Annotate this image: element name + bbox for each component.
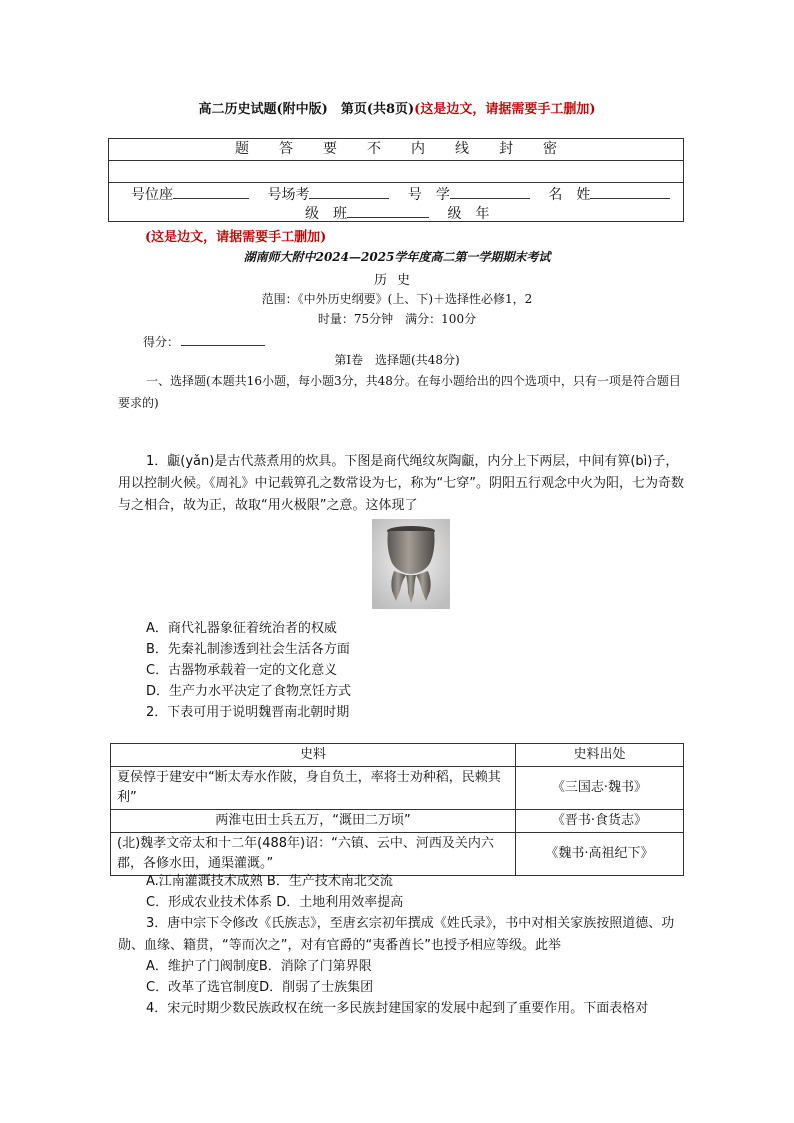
table-row [111,833,684,876]
q1-option-d[interactable]: D．生产力水平决定了食物烹饪方式 [146,684,352,699]
exam-title: 湖南师大附中2024—2025学年度高二第一学期期末考试 [243,250,551,264]
seat-number-label: 号位座 [131,187,173,203]
student-id-field[interactable] [450,184,530,199]
subject-title: 历史 [373,273,420,288]
q2-options-cd[interactable]: C．形成农业技术体系 D．土地利用效率提高 [146,895,404,910]
q1-option-b[interactable]: B．先秦礼制渗透到社会生活各方面 [146,642,350,657]
seal-char: 答 [279,141,293,157]
q3-options-ab[interactable]: A．维护了门阀制度B．消除了门第界限 [146,959,372,974]
score-label: 得分： [143,335,180,349]
table-row [111,810,684,833]
seal-char: 要 [323,141,337,157]
exam-room-field[interactable] [309,184,389,199]
header-note: (这是边文，请据需要手工删加) [414,102,596,117]
grade-label: 级 年 [447,206,490,222]
exam-room-label: 号场考 [267,187,310,203]
seal-blank-row [109,160,683,183]
seal-char: 密 [543,141,557,157]
seal-line-chars [109,139,683,161]
seal-line-box [108,138,684,222]
q1-option-a[interactable]: A．商代礼器象征着统治者的权威 [146,621,337,636]
part-title: 第Ⅰ卷 选择题(共48分) [334,353,460,367]
exam-range: 范围：《中外历史纲要》(上、下)＋选择性必修1，2 [261,292,533,306]
table-header-origin: 史料出处 [516,744,684,767]
name-field[interactable] [590,184,670,199]
section-instructions: 一、选择题(本题共16小题，每小题3分，共48分。在每小题给出的四个选项中，只有一项是符合题目要求的) [118,374,681,410]
score-field[interactable] [181,331,265,346]
running-header [0,98,794,117]
table-cell-source: 夏侯惇于建安中“断太寿水作陂，身自负土，率将士劝种稻，民赖其利” [111,767,516,810]
table-cell-source: (北)魏孝文帝太和十二年(488年)诏：“六镇、云中、河西及关内六郡，各修水田，通渠灌溉。” [111,833,516,876]
table-cell-origin: 《三国志·魏书》 [516,767,684,810]
exam-time: 时量：75分钟 满分：100分 [317,312,477,326]
q3-options-cd[interactable]: C．改革了选官制度D．削弱了士族集团 [146,980,374,995]
score-line [143,331,279,350]
margin-note: (这是边文，请据需要手工删加) [145,230,327,245]
table-header-source: 史料 [111,744,516,767]
name-label: 名 姓 [548,187,591,203]
question-1-stem: 1．甗(yǎn)是古代蒸煮用的炊具。下图是商代绳纹灰陶甗，内分上下两层，中间有箅(bì)子，用以控制火候。《周礼》中记载箅孔之数常设为七，称为“七穿”。阴阳五行观念中火为阳，七为奇数与之相合，故为正，故取“用火极限”之意。这体现了 [118,454,684,513]
seal-char: 封 [499,141,513,157]
seal-char: 题 [235,141,249,157]
q1-option-c[interactable]: C．古器物承载着一定的文化意义 [146,663,338,678]
question-3-stem: 3．唐中宗下令修改《氏族志》，至唐玄宗初年撰成《姓氏录》，书中对相关家族按照道德、功勋、血缘、籍贯，“等而次之”，对有官爵的“夷番酋长”也授予相应等级。此举 [118,916,675,953]
student-id-label: 号 学 [407,187,450,203]
table-cell-origin: 《魏书·高祖纪下》 [516,833,684,876]
class-label: 级 班 [305,206,347,222]
question-4-stem: 4．宋元时期少数民族政权在统一多民族封建国家的发展中起到了重要作用。下面表格对 [146,1001,649,1016]
class-field[interactable] [347,203,429,218]
seal-char: 不 [367,141,381,157]
table-header-row [111,744,684,767]
question-2-stem: 2．下表可用于说明魏晋南北朝时期 [146,705,350,720]
table-cell-source: 两淮屯田士兵五万，“溉田二万顷” [111,810,516,833]
header-main: 高二历史试题(附中版) 第页(共8页) [198,102,415,117]
pottery-vessel-photo [372,519,450,609]
seat-number-field[interactable] [173,184,249,199]
class-info-row [305,203,489,223]
seal-char: 线 [455,141,469,157]
source-table [110,743,684,876]
student-info-row [131,184,670,204]
q2-options-ab[interactable]: A.江南灌溉技术成熟 B．生产技术南北交流 [146,874,393,889]
table-cell-origin: 《晋书·食货志》 [516,810,684,833]
table-row [111,767,684,810]
seal-char: 内 [411,141,425,157]
